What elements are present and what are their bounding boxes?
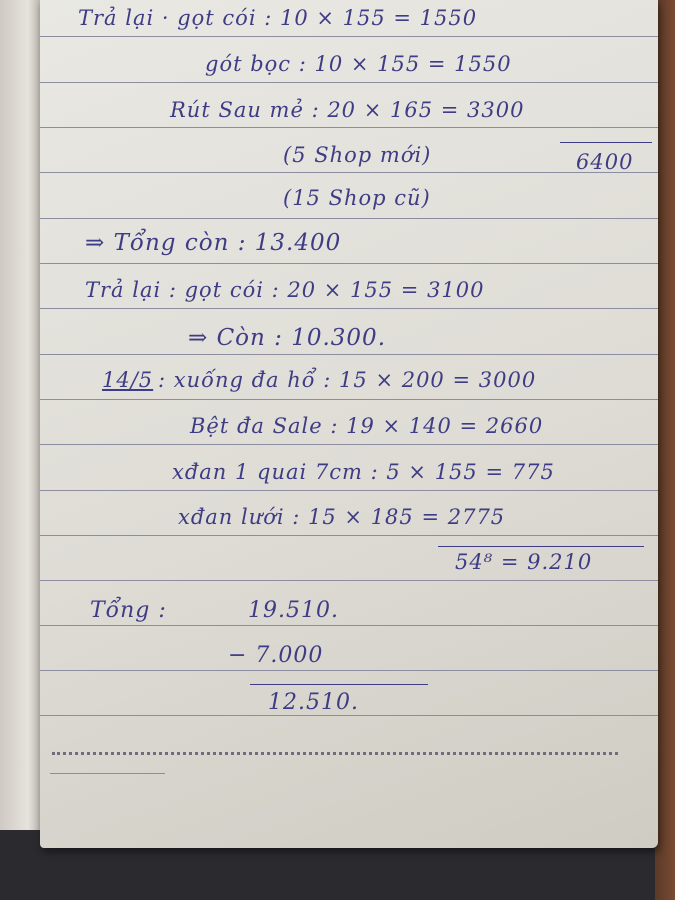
ruled-line [40, 625, 658, 626]
sum-bar-1 [560, 142, 652, 143]
note-line-2: gót bọc : 10 × 155 = 1550 [205, 52, 512, 76]
subtract-value: − 7.000 [228, 643, 324, 668]
notebook-page [40, 0, 658, 848]
note-line-13: 54⁸ = 9.210 [455, 550, 593, 574]
ruled-line [40, 580, 658, 581]
ruled-line [40, 172, 658, 173]
note-line-12: xđan lưới : 15 × 185 = 2775 [178, 505, 506, 529]
ruled-line [40, 218, 658, 219]
total-value: 19.510. [248, 598, 339, 623]
subtotal-value: 6400 [576, 150, 634, 174]
note-line-4: (5 Shop mới) [283, 143, 432, 167]
ruled-line [40, 127, 658, 128]
ruled-line [40, 535, 658, 536]
note-line-10: Bệt đa Sale : 19 × 140 = 2660 [190, 414, 544, 438]
notebook-cover-edge [0, 0, 40, 830]
ruled-line [40, 670, 658, 671]
result-bar [250, 684, 428, 685]
note-line-1: Trả lại · gọt cói : 10 × 155 = 1550 [78, 6, 478, 30]
dotted-line [52, 752, 618, 755]
note-line-9: : xuống đa hổ : 15 × 200 = 3000 [158, 368, 537, 392]
ruled-line [40, 36, 658, 37]
background-edge [655, 0, 675, 900]
ruled-line [40, 82, 658, 83]
note-line-3: Rút Sau mẻ : 20 × 165 = 3300 [170, 98, 525, 122]
ruled-line [40, 308, 658, 309]
note-line-6: ⇒ Tổng còn : 13.400 [85, 230, 342, 256]
ruled-line [40, 444, 658, 445]
ruled-line [40, 399, 658, 400]
sum-bar-2 [438, 546, 644, 547]
note-line-11: xđan 1 quai 7cm : 5 × 155 = 775 [172, 460, 555, 484]
ruled-line [40, 354, 658, 355]
note-line-7: Trả lại : gọt cói : 20 × 155 = 3100 [85, 278, 485, 302]
result-value: 12.510. [268, 690, 359, 715]
ruled-line-short [50, 773, 165, 774]
total-label: Tổng : [90, 598, 167, 623]
ruled-line [40, 263, 658, 264]
ruled-line [40, 490, 658, 491]
ruled-line [40, 715, 658, 716]
note-line-5: (15 Shop cũ) [283, 186, 431, 210]
date-label: 14/5 [102, 368, 154, 392]
note-line-8: ⇒ Còn : 10.300. [188, 325, 387, 351]
